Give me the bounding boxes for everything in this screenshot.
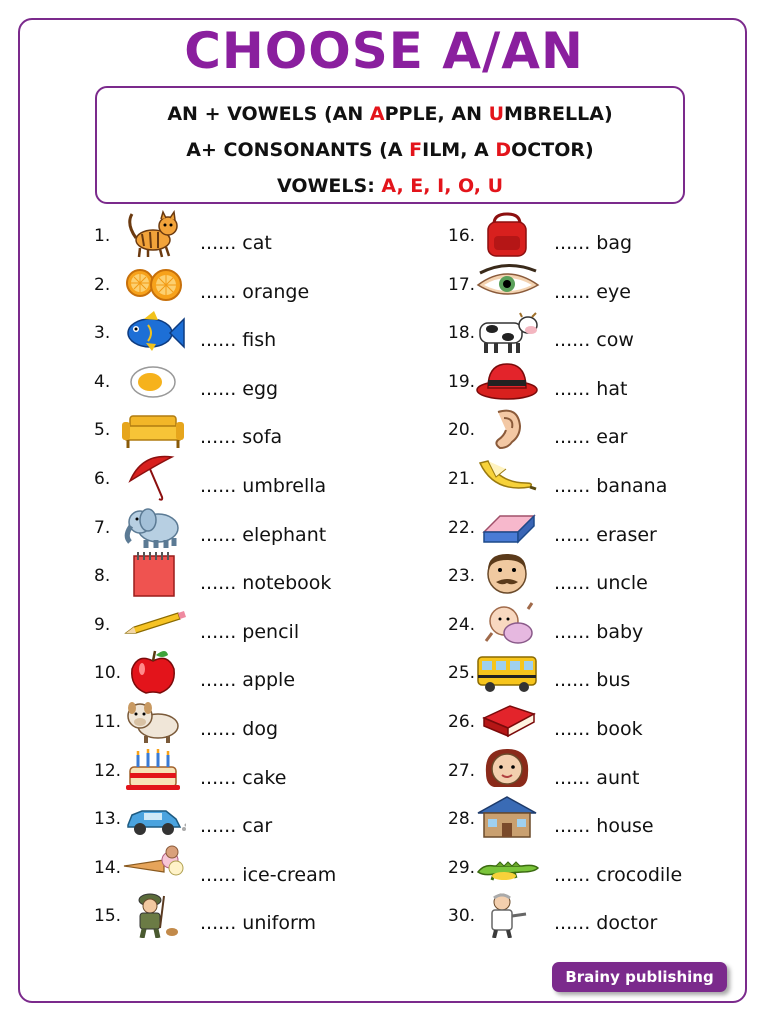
item-number: 23.	[448, 566, 476, 587]
answer-blank[interactable]: ......	[200, 863, 237, 886]
item-answer-line	[200, 767, 286, 789]
exercise-item	[94, 890, 414, 939]
item-word: cow	[596, 329, 634, 352]
answer-blank[interactable]: ......	[554, 572, 591, 595]
exercise-item	[94, 404, 414, 453]
answer-blank[interactable]: ......	[200, 426, 237, 449]
answer-blank[interactable]: ......	[200, 815, 237, 838]
item-word: baby	[596, 620, 644, 643]
item-number: 28.	[448, 809, 476, 830]
rule-segment: PPLE, AN	[384, 103, 489, 125]
item-word: aunt	[596, 766, 640, 789]
item-number: 18.	[448, 323, 476, 344]
rule-segment: A, E, I, O, U	[381, 175, 504, 197]
item-word: eye	[596, 280, 631, 303]
item-number: 1.	[94, 226, 111, 246]
item-number: 29.	[448, 857, 476, 878]
item-number: 6.	[94, 468, 111, 489]
item-word: crocodile	[596, 863, 683, 886]
item-answer-line	[554, 329, 634, 351]
item-number: 21.	[448, 468, 476, 489]
rule-vowels-list	[97, 168, 683, 204]
item-answer-line	[200, 475, 326, 497]
item-number: 14.	[94, 857, 122, 878]
item-word: notebook	[242, 572, 332, 595]
rule-segment: A	[369, 103, 385, 125]
item-word: doctor	[596, 912, 658, 935]
item-word: car	[242, 815, 273, 838]
item-number: 12.	[94, 760, 122, 781]
item-answer-line	[554, 669, 630, 691]
item-answer-line	[200, 524, 326, 546]
item-number: 7.	[94, 517, 111, 538]
item-answer-line	[554, 572, 648, 594]
answer-blank[interactable]: ......	[554, 815, 591, 838]
notebook-icon	[120, 550, 186, 598]
rule-segment: A+ CONSONANTS (A	[186, 139, 410, 161]
rule-segment: U	[488, 103, 505, 125]
ear-icon	[474, 404, 540, 452]
item-word: eraser	[596, 523, 657, 546]
item-word: banana	[596, 474, 668, 497]
apple-icon	[120, 647, 186, 695]
answer-blank[interactable]: ......	[200, 766, 237, 789]
aunt-icon	[474, 745, 540, 793]
item-answer-line	[200, 426, 282, 448]
book-icon	[474, 696, 540, 744]
item-answer-line	[200, 912, 316, 934]
answer-blank[interactable]: ......	[554, 717, 591, 740]
eraser-icon	[474, 502, 540, 550]
item-word: fish	[242, 329, 277, 352]
item-answer-line	[200, 815, 272, 837]
answer-blank[interactable]: ......	[554, 863, 591, 886]
rule-segment: F	[409, 139, 423, 161]
answer-blank[interactable]: ......	[554, 426, 591, 449]
item-number: 8.	[94, 566, 111, 587]
exercise-column-right	[448, 210, 768, 939]
rule-an-vowels	[97, 96, 683, 132]
cake-icon	[120, 745, 186, 793]
exercise-item	[448, 890, 768, 939]
hat-icon	[474, 356, 540, 404]
elephant-icon	[120, 502, 186, 550]
exercise-item	[448, 550, 768, 599]
item-word: ear	[596, 426, 628, 449]
exercise-item	[94, 210, 414, 259]
pencil-icon	[120, 599, 186, 647]
answer-blank[interactable]: ......	[200, 474, 237, 497]
rule-segment: ILM, A	[422, 139, 496, 161]
item-answer-line	[200, 281, 309, 303]
item-answer-line	[200, 572, 331, 594]
exercise-item	[448, 745, 768, 794]
answer-blank[interactable]: ......	[554, 329, 591, 352]
exercise-item	[94, 745, 414, 794]
item-word: cat	[242, 232, 272, 254]
item-answer-line	[200, 329, 276, 351]
item-word: dog	[242, 717, 279, 740]
answer-blank[interactable]: ......	[554, 280, 591, 303]
exercise-item	[94, 453, 414, 502]
item-answer-line	[200, 621, 299, 643]
item-number: 2.	[94, 274, 111, 295]
exercise-item	[94, 307, 414, 356]
rule-a-consonants	[97, 132, 683, 168]
item-number: 13.	[94, 809, 122, 830]
item-word: house	[596, 815, 654, 838]
item-answer-line	[554, 864, 682, 886]
item-number: 20.	[448, 420, 476, 441]
exercise-item	[448, 793, 768, 842]
sofa-icon	[120, 404, 186, 452]
item-word: umbrella	[242, 474, 327, 497]
item-number: 17.	[448, 274, 476, 295]
crocodile-icon	[474, 842, 540, 890]
exercise-item	[448, 307, 768, 356]
bag-icon	[474, 210, 540, 258]
item-answer-line	[554, 815, 654, 837]
item-word: apple	[242, 669, 296, 692]
answer-blank[interactable]: ......	[200, 280, 237, 303]
item-number: 11.	[94, 711, 122, 732]
item-answer-line	[554, 767, 639, 789]
item-answer-line	[200, 718, 278, 740]
item-answer-line	[554, 232, 632, 254]
doctor-icon	[474, 890, 540, 938]
item-answer-line	[200, 669, 295, 691]
exercise-item	[94, 599, 414, 648]
orange-icon	[120, 259, 186, 307]
answer-blank[interactable]: ......	[554, 377, 591, 400]
umbrella-icon	[120, 453, 186, 501]
cow-icon	[474, 307, 540, 355]
rule-segment: D	[495, 139, 512, 161]
exercise-item	[448, 356, 768, 405]
item-number: 9.	[94, 614, 111, 635]
car-icon	[120, 793, 186, 841]
item-answer-line	[554, 718, 643, 740]
item-number: 5.	[94, 420, 111, 441]
item-word: pencil	[242, 620, 300, 643]
answer-blank[interactable]: ......	[200, 912, 237, 935]
item-number: 19.	[448, 371, 476, 392]
page-title: CHOOSE A/AN	[184, 22, 584, 80]
item-word: uniform	[242, 912, 316, 935]
answer-blank[interactable]: ......	[554, 669, 591, 692]
fish-icon	[120, 307, 186, 355]
answer-blank[interactable]: ......	[200, 377, 237, 400]
exercise-item	[94, 550, 414, 599]
item-word: sofa	[242, 426, 283, 449]
exercise-item	[448, 210, 768, 259]
item-number: 26.	[448, 711, 476, 732]
uncle-icon	[474, 550, 540, 598]
item-word: ice-cream	[242, 863, 337, 886]
exercise-item	[448, 647, 768, 696]
exercise-item	[448, 599, 768, 648]
item-number: 3.	[94, 323, 111, 344]
item-number: 10.	[94, 663, 122, 684]
answer-blank[interactable]: ......	[200, 329, 237, 352]
item-number: 27.	[448, 760, 476, 781]
item-answer-line	[554, 378, 627, 400]
answer-blank[interactable]: ......	[554, 912, 591, 935]
exercise-column-left	[94, 210, 414, 939]
house-icon	[474, 793, 540, 841]
ice-cream-icon	[120, 842, 186, 890]
dog-icon	[120, 696, 186, 744]
item-number: 30.	[448, 906, 476, 927]
item-answer-line	[200, 232, 272, 254]
rule-segment: AN + VOWELS (AN	[167, 103, 370, 125]
answer-blank[interactable]: ......	[554, 620, 591, 643]
answer-blank[interactable]: ......	[554, 766, 591, 789]
item-answer-line	[554, 281, 631, 303]
item-word: uncle	[596, 572, 648, 595]
exercise-item	[448, 453, 768, 502]
exercise-item	[94, 696, 414, 745]
banana-icon	[474, 453, 540, 501]
item-answer-line	[200, 378, 278, 400]
rules-box	[95, 86, 685, 204]
publisher-badge: Brainy publishing	[552, 962, 727, 992]
item-number: 24.	[448, 614, 476, 635]
answer-blank[interactable]: ......	[200, 669, 237, 692]
item-word: elephant	[242, 523, 327, 546]
answer-blank[interactable]: ......	[200, 717, 237, 740]
cat-icon	[120, 210, 186, 258]
item-answer-line	[554, 912, 657, 934]
soldier-icon	[120, 890, 186, 938]
answer-blank[interactable]: ......	[554, 232, 591, 254]
item-word: hat	[596, 377, 628, 400]
item-word: bus	[596, 669, 631, 692]
answer-blank[interactable]: ......	[554, 523, 591, 546]
item-number: 15.	[94, 906, 122, 927]
rule-segment: VOWELS:	[276, 175, 382, 197]
item-word: bag	[596, 232, 633, 254]
exercise-item	[448, 502, 768, 551]
item-word: egg	[242, 377, 279, 400]
exercise-item	[94, 793, 414, 842]
item-answer-line	[554, 475, 667, 497]
item-number: 22.	[448, 517, 476, 538]
item-number: 4.	[94, 371, 111, 392]
item-word: cake	[242, 766, 287, 789]
egg-icon	[120, 356, 186, 404]
eye-icon	[474, 259, 540, 307]
exercise-item	[94, 356, 414, 405]
answer-blank[interactable]: ......	[200, 232, 237, 254]
rule-segment: OCTOR)	[511, 139, 594, 161]
rule-segment: MBRELLA)	[504, 103, 613, 125]
item-word: book	[596, 717, 643, 740]
answer-blank[interactable]: ......	[554, 474, 591, 497]
exercise-item	[448, 842, 768, 891]
item-number: 25.	[448, 663, 476, 684]
exercise-item	[448, 696, 768, 745]
exercise-item	[94, 647, 414, 696]
item-number: 16.	[448, 226, 476, 246]
answer-blank[interactable]: ......	[200, 572, 237, 595]
exercise-item	[94, 842, 414, 891]
item-answer-line	[554, 426, 627, 448]
answer-blank[interactable]: ......	[200, 620, 237, 643]
item-answer-line	[554, 524, 657, 546]
bus-icon	[474, 647, 540, 695]
baby-icon	[474, 599, 540, 647]
exercise-item	[94, 259, 414, 308]
item-answer-line	[200, 864, 336, 886]
item-answer-line	[554, 621, 643, 643]
item-word: orange	[242, 280, 310, 303]
answer-blank[interactable]: ......	[200, 523, 237, 546]
exercise-item	[448, 404, 768, 453]
exercise-item	[448, 259, 768, 308]
exercise-item	[94, 502, 414, 551]
